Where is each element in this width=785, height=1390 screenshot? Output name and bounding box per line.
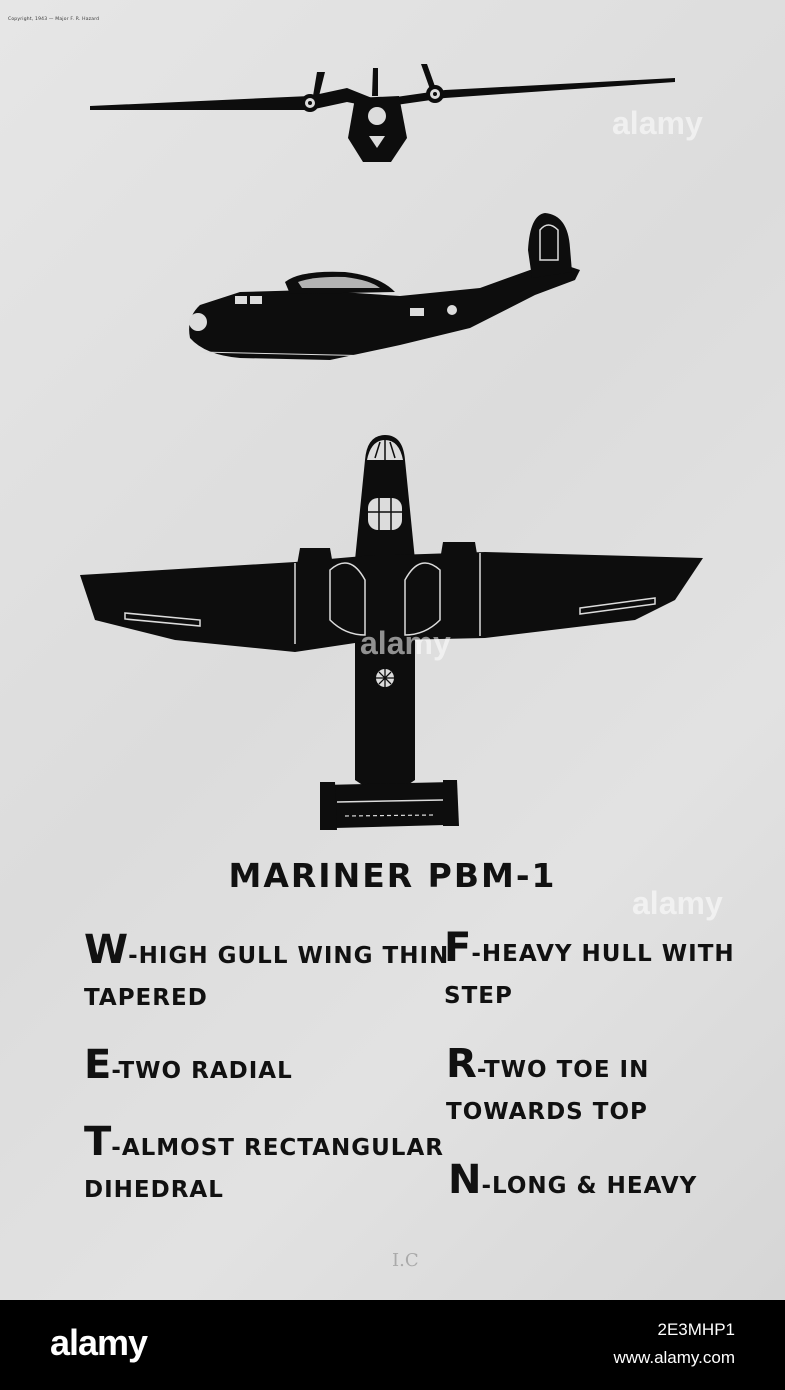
copyright-notice: Copyright, 1943 — Major F. R. Hazard	[8, 17, 100, 22]
feature-letter: W	[84, 927, 129, 973]
brand-logo[interactable]: alamy	[50, 1322, 148, 1363]
feature-letter: T	[84, 1119, 112, 1165]
watermark: alamy	[632, 885, 723, 921]
feature-text-cont: TAPERED	[84, 985, 208, 1011]
feature-letter: N	[448, 1157, 482, 1203]
feature-text-cont: DIHEDRAL	[84, 1177, 224, 1203]
page-title: MARINER PBM-1	[228, 856, 557, 895]
feature-text-cont: STEP	[444, 983, 513, 1009]
library-stamp: I.C	[392, 1250, 419, 1271]
feature-letter: E	[84, 1042, 112, 1088]
front-view-silhouette	[85, 58, 680, 173]
feature-letter: F	[444, 925, 472, 971]
image-id: 2E3MHP1	[657, 1320, 735, 1339]
feature-item-engines	[84, 1042, 293, 1093]
feature-text: -HIGH GULL WING THIN	[128, 943, 450, 969]
site-link[interactable]: www.alamy.com	[613, 1348, 735, 1367]
feature-item-tail	[84, 1119, 444, 1210]
watermark: alamy	[612, 105, 703, 141]
feature-text: -ALMOST RECTANGULAR	[111, 1135, 444, 1161]
feature-item-wing	[84, 927, 450, 1018]
feature-item-nacelle	[448, 1157, 698, 1208]
feature-letter: R	[446, 1041, 477, 1087]
feature-text: -HEAVY HULL WITH	[471, 941, 735, 967]
feature-text: -TWO RADIAL	[111, 1058, 293, 1084]
feature-text: -LONG & HEAVY	[481, 1173, 698, 1199]
feature-item-rudder	[446, 1041, 650, 1132]
feature-item-fuselage	[444, 925, 735, 1016]
side-view-silhouette	[180, 210, 590, 370]
feature-text-cont: TOWARDS TOP	[446, 1099, 648, 1125]
watermark: alamy	[360, 625, 451, 661]
footer-bar	[0, 1300, 785, 1390]
feature-text: -TWO TOE IN	[476, 1057, 650, 1083]
